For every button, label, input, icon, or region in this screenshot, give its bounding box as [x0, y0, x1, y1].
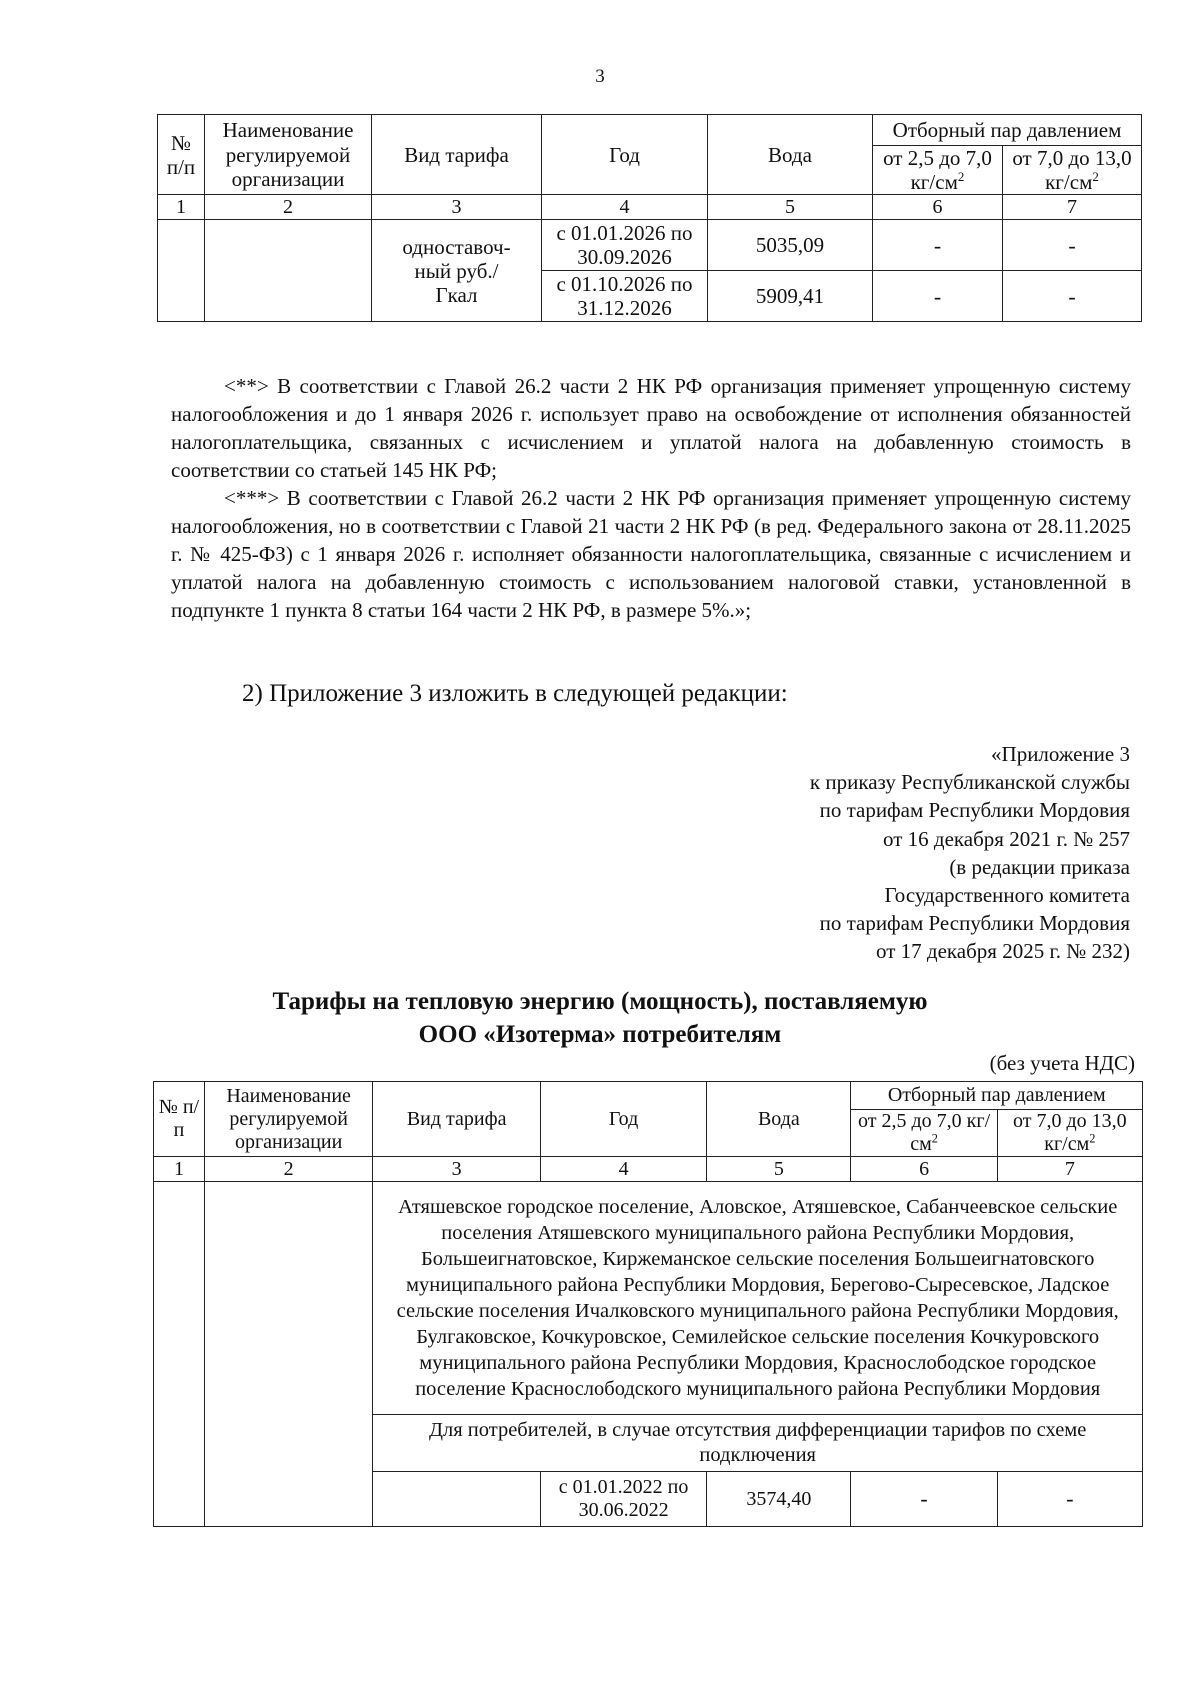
header-steam-high: от 7,0 до 13,0 $кг/см^2$: [1003, 146, 1142, 195]
column-number: 3: [372, 195, 542, 220]
header-steam-high: от 7,0 до 13,0 $кг/см^2$: [997, 1110, 1142, 1157]
steam-low-value: -: [873, 220, 1003, 271]
document-title: Тарифы на тепловую энергию (мощность), поставляемую ООО «Изотерма» потребителям: [272, 988, 928, 1048]
header-water: Вода: [708, 115, 873, 195]
water-value: 3574,40: [707, 1472, 851, 1527]
water-value: 5909,41: [708, 271, 873, 322]
annex-line: от 16 декабря 2021 г. № 257: [883, 826, 1130, 851]
empty-cell: [204, 1182, 373, 1527]
tariff-type-cell: [373, 1472, 540, 1527]
header-steam-group: Отборный пар давлением: [873, 115, 1142, 146]
header-water: Вода: [707, 1082, 851, 1157]
annex-line: (в редакции приказа: [949, 854, 1130, 879]
column-number: 7: [997, 1157, 1142, 1182]
column-number: 2: [205, 195, 372, 220]
period-cell: с 01.01.2022 по 30.06.2022: [540, 1472, 706, 1527]
column-number: 5: [708, 195, 873, 220]
steam-low-value: -: [873, 271, 1003, 322]
header-organization: Наименование регулируемой организации: [204, 1082, 373, 1157]
column-number: 3: [373, 1157, 540, 1182]
annex-line: по тарифам Республики Мордовия: [819, 798, 1130, 823]
annex-line: по тарифам Республики Мордовия: [819, 911, 1130, 936]
table-row: [158, 220, 1142, 271]
consumer-group-cell: Для потребителей, в случае отсутствия дифференциации тарифов по схеме подключения: [373, 1415, 1143, 1472]
header-steam-low: от 2,5 до 7,0 $кг/см^2$: [873, 146, 1003, 195]
annex-line: «Приложение 3: [991, 742, 1130, 766]
column-number: 1: [158, 195, 205, 220]
empty-cell: [205, 220, 372, 322]
header-organization: Наименование регулируемой организации: [205, 115, 372, 195]
period-cell: с 01.10.2026 по 31.12.2026: [542, 271, 708, 322]
territory-row: [154, 1182, 1143, 1415]
header-num: № п/п: [154, 1082, 205, 1157]
annex-line: от 17 декабря 2025 г. № 232): [876, 939, 1130, 964]
column-number: 6: [873, 195, 1003, 220]
territory-cell: Атяшевское городское поселение, Аловское, Атяшевское, Сабанчеевское сельские поселения Атяшевского муниципального района Республики Мордовия, Большеигнатовское, Киржеманское сельские поселения Большеигнатовского муниципального района Республики Мордовия, Берегово-Сыресевское, Ладское сельские поселения Ичалковского муниципального района Республики Мордовия, Булгаковское, Кочкуровское, Семилейское сельские поселения Кочкуровского муниципального района Республики Мордовия, Краснослободское городское поселение Краснослободского муниципального района Республики Мордовия: [373, 1182, 1143, 1415]
column-number: 7: [1003, 195, 1142, 220]
column-number: 6: [851, 1157, 997, 1182]
header-year: Год: [540, 1082, 706, 1157]
header-steam-low: от 2,5 до 7,0 $кг/см^2$: [851, 1110, 997, 1157]
empty-cell: [154, 1182, 205, 1527]
amendment-item: 2) Приложение 3 изложить в следующей редакции:: [242, 680, 788, 707]
footnotes: [171, 372, 1131, 624]
column-number: 5: [707, 1157, 851, 1182]
water-value: 5035,09: [708, 220, 873, 271]
period-cell: с 01.01.2026 по 30.09.2026: [542, 220, 708, 271]
steam-high-value: -: [1003, 271, 1142, 322]
header-tariff-type: Вид тарифа: [372, 115, 542, 195]
tariff-table-continuation: [157, 114, 1142, 322]
steam-high-value: -: [1003, 220, 1142, 271]
header-year: Год: [542, 115, 708, 195]
steam-high-value: -: [997, 1472, 1142, 1527]
empty-cell: [158, 220, 205, 322]
footnote-double-star: <**> В соответствии с Главой 26.2 части 2 НК РФ организация применяет упрощенную систему налогообложения и до 1 января 2026 г. использует право на освобождение от исполнения обязанностей налогоплательщика, связанных с исчислением и уплатой налога на добавленную стоимость в соответствии со статьей 145 НК РФ;: [171, 374, 1131, 482]
column-number: 2: [204, 1157, 373, 1182]
tariff-type-cell: одноставоч-ный руб./Гкал: [372, 220, 542, 322]
vat-note: (без учета НДС): [989, 1051, 1135, 1075]
footnote-triple-star: <***> В соответствии с Главой 26.2 части 2 НК РФ организация применяет упрощенную систему налогообложения, но в соответствии с Главой 21 части 2 НК РФ (в ред. Федерального закона от 28.11.2025 г. № 425-ФЗ) с 1 января 2026 г. исполняет обязанности налогоплательщика, связанные с исчислением и уплатой налога на добавленную стоимость с использованием налоговой ставки, установленной в подпункте 1 пункта 8 статьи 164 части 2 НК РФ, в размере 5%.»;: [171, 486, 1131, 622]
header-steam-group: Отборный пар давлением: [851, 1082, 1143, 1110]
column-number: 1: [154, 1157, 205, 1182]
header-tariff-type: Вид тарифа: [373, 1082, 540, 1157]
annex-line: Государственного комитета: [884, 883, 1130, 908]
annex-reference: [600, 740, 1130, 966]
column-number: 4: [540, 1157, 706, 1182]
annex-line: к приказу Республиканской службы: [809, 770, 1130, 795]
column-number: 4: [542, 195, 708, 220]
page-number: 3: [595, 66, 605, 87]
tariff-table: [153, 1081, 1143, 1527]
steam-low-value: -: [851, 1472, 997, 1527]
header-num: № п/п: [158, 115, 205, 195]
